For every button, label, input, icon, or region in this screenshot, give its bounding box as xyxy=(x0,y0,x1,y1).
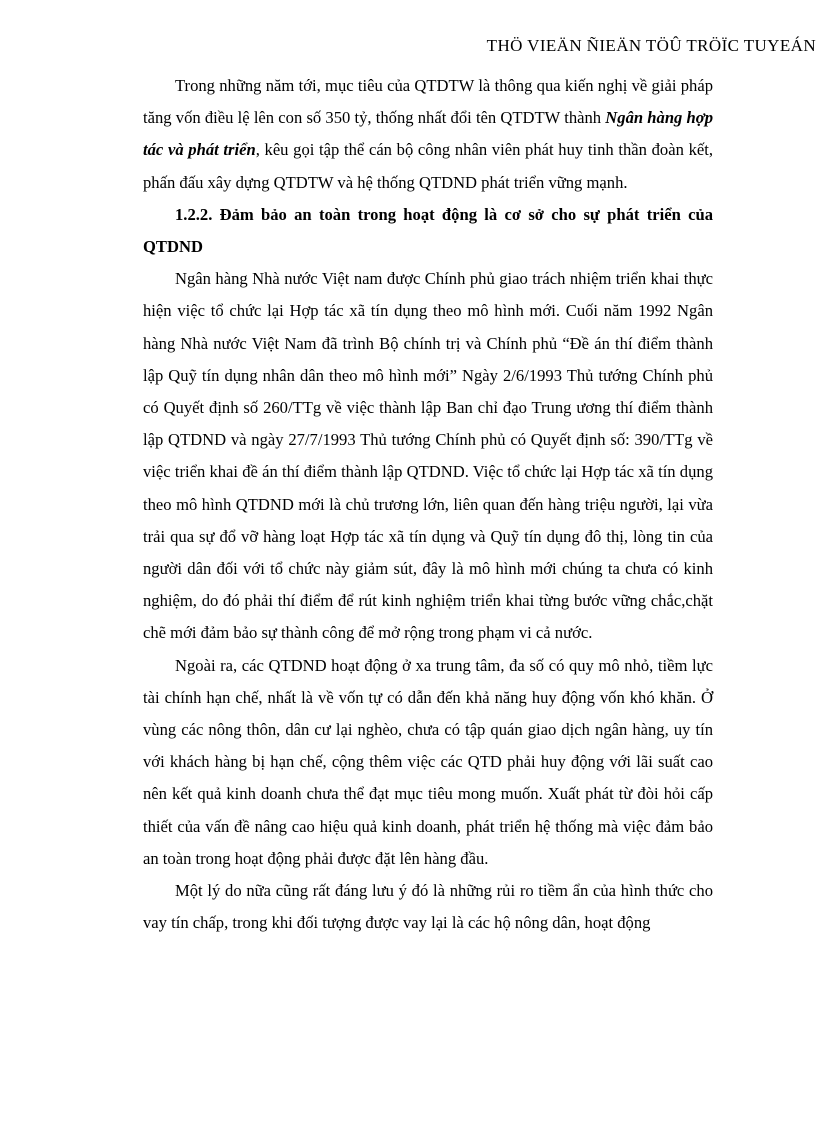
paragraph: Ngoài ra, các QTDND hoạt động ở xa trung tâm, đa số có quy mô nhỏ, tiềm lực tài chính hạn chế, nhất là về vốn tự có dẫn đến khả năng huy động vốn khó khăn. Ở vùng các nông thôn, dân cư lại nghèo, chưa có tập quán giao dịch ngân hàng, uy tín với khách hàng bị hạn chế, cộng thêm việc các QTD phải huy động với lãi suất cao nên kết quả kinh doanh chưa thể đạt mục tiêu mong muốn. Xuất phát từ đòi hỏi cấp thiết của vấn đề nâng cao hiệu quả kinh doanh, phát triển hệ thống mà việc đảm bảo an toàn trong hoạt động phải được đặt lên hàng đầu. xyxy=(143,655,713,868)
section-heading: 1.2.2. Đảm bảo an toàn trong hoạt động là cơ sở cho sự phát triển của QTDND xyxy=(143,204,713,257)
bank-name-emphasis: Ngân hàng hợp tác và phát triển xyxy=(143,108,713,160)
paragraph-intro xyxy=(143,70,713,199)
paragraph: Ngân hàng Nhà nước Việt nam được Chính phủ giao trách nhiệm triển khai thực hiện việc tổ chức lại Hợp tác xã tín dụng theo mô hình mới. Cuối năm 1992 Ngân hàng Nhà nước Việt Nam đã trình Bộ chính trị và Chính phủ “Đề án thí điểm thành lập Quỹ tín dụng nhân dân theo mô hình mới” Ngày 2/6/1993 Thủ tướng Chính phủ có Quyết định số 260/TTg về việc thành lập Ban chỉ đạo Trung ương thí điểm thành lập QTDND và ngày 27/7/1993 Thủ tướng Chính phủ có Quyết định số: 390/TTg về việc triển khai đề án thí điểm thành lập QTDND. Việc tổ chức lại Hợp tác xã tín dụng theo mô hình QTDND mới là chủ trương lớn, liên quan đến hàng triệu người, lại vừa trải qua sự đổ vỡ hàng loạt Hợp tác xã tín dụng và Quỹ tín dụng đô thị, lòng tin của người dân đối với tổ chức này giảm sút, đây là mô hình mới chúng ta chưa có kinh nghiệm, do đó phải thí điểm để rút kinh nghiệm triển khai từng bước vững chắc,chặt chẽ mới đảm bảo sự thành công để mở rộng trong phạm vi cả nước. xyxy=(143,269,713,643)
paragraph-intro-text: Trong những năm tới, mục tiêu của QTDTW là thông qua kiến nghị về giải pháp tăng vốn điều lệ lên con số 350 tỷ, thống nhất đổi tên QTDTW thành xyxy=(143,76,713,128)
paragraph-intro-text-end: , kêu gọi tập thể cán bộ công nhân viên phát huy tinh thần đoàn kết, phấn đấu xây dựng QTDTW và hệ thống QTDND phát triển vững mạnh. xyxy=(143,140,713,192)
paragraph: Một lý do nữa cũng rất đáng lưu ý đó là những rủi ro tiềm ẩn của hình thức cho vay tín chấp, trong khi đối tượng được vay lại là các hộ nông dân, hoạt động xyxy=(143,881,713,933)
document-body xyxy=(143,70,713,939)
page-header: THÖ VIEÄN ÑIEÄN TÖÛ TRÖÏC TUYEÁN xyxy=(486,36,816,55)
